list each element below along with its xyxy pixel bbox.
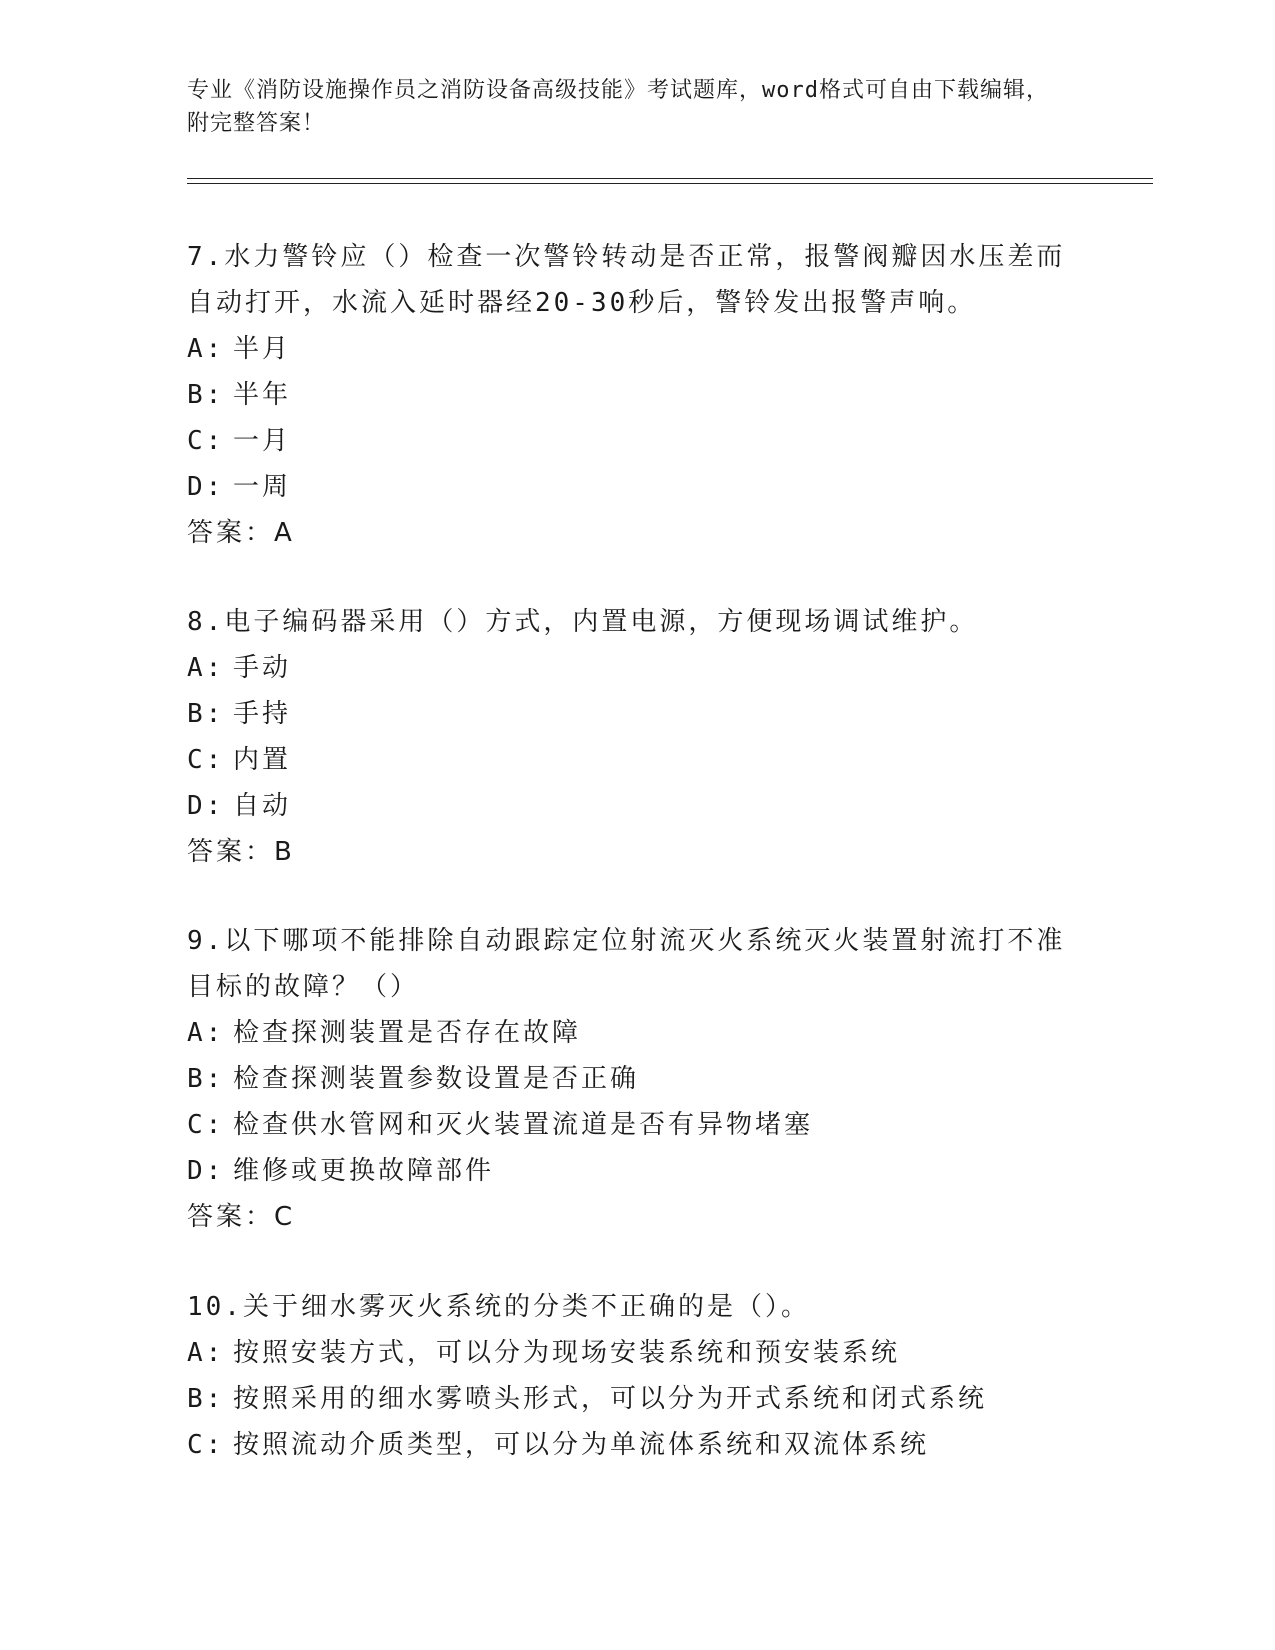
option-text: 手动: [233, 653, 292, 683]
option-text: 手持: [233, 699, 292, 729]
option-letter: A:: [187, 1338, 225, 1368]
option-letter: C:: [187, 1430, 225, 1460]
option-text: 半月: [233, 334, 292, 364]
answer-line: 答案：C: [187, 1202, 296, 1232]
option-letter: D:: [187, 472, 225, 502]
option-text: 内置: [233, 745, 292, 775]
question-body: 水力警铃应（）检查一次警铃转动是否正常，报警阀瓣因水压差而自动打开，水流入延时器经20-30秒后，警铃发出报警声响。: [187, 242, 1066, 318]
option-text: 按照流动介质类型，可以分为单流体系统和双流体系统: [233, 1430, 930, 1460]
question-8: [187, 599, 1077, 875]
question-text: [187, 1284, 1077, 1330]
answer-line: 答案：B: [187, 837, 295, 867]
option-text: 半年: [233, 380, 292, 410]
answer-line: 答案：A: [187, 518, 295, 548]
option-letter: A:: [187, 1018, 225, 1048]
option-c: [187, 1102, 1077, 1148]
header-divider-bottom: [187, 183, 1153, 184]
option-letter: C:: [187, 745, 225, 775]
option-b: [187, 372, 1077, 418]
option-letter: B:: [187, 1384, 225, 1414]
option-b: [187, 691, 1077, 737]
option-text: 检查探测装置参数设置是否正确: [233, 1064, 640, 1094]
option-letter: D:: [187, 791, 225, 821]
option-text: 一周: [233, 472, 292, 502]
question-text: [187, 599, 1077, 645]
option-text: 一月: [233, 426, 292, 456]
option-letter: C:: [187, 426, 225, 456]
question-text: [187, 234, 1077, 326]
question-number: 8.: [187, 607, 225, 637]
option-b: [187, 1056, 1077, 1102]
option-a: [187, 326, 1077, 372]
option-letter: A:: [187, 334, 225, 364]
question-10: [187, 1284, 1077, 1468]
option-text: 维修或更换故障部件: [233, 1156, 495, 1186]
option-c: [187, 418, 1077, 464]
question-number: 10.: [187, 1292, 243, 1322]
option-letter: D:: [187, 1156, 225, 1186]
option-d: [187, 783, 1077, 829]
question-body: 以下哪项不能排除自动跟踪定位射流灭火系统灭火装置射流打不准目标的故障？（）: [187, 926, 1066, 1002]
document-header-note: 专业《消防设施操作员之消防设备高级技能》考试题库，word格式可自由下载编辑，附完整答案！: [187, 78, 1049, 136]
option-a: [187, 1330, 1077, 1376]
option-a: [187, 1010, 1077, 1056]
option-a: [187, 645, 1077, 691]
question-9: [187, 918, 1077, 1240]
question-body: 电子编码器采用（）方式，内置电源，方便现场调试维护。: [224, 607, 979, 637]
option-letter: B:: [187, 380, 225, 410]
option-text: 自动: [233, 791, 292, 821]
option-d: [187, 464, 1077, 510]
option-letter: C:: [187, 1110, 225, 1140]
option-c: [187, 737, 1077, 783]
option-text: 检查供水管网和灭火装置流道是否有异物堵塞: [233, 1110, 814, 1140]
option-letter: A:: [187, 653, 225, 683]
option-text: 检查探测装置是否存在故障: [233, 1018, 582, 1048]
option-letter: B:: [187, 1064, 225, 1094]
option-letter: B:: [187, 699, 225, 729]
option-b: [187, 1376, 1077, 1422]
question-body: 关于细水雾灭火系统的分类不正确的是（）。: [242, 1292, 810, 1322]
header-divider-top: [187, 178, 1153, 179]
question-7: [187, 234, 1077, 556]
question-number: 9.: [187, 926, 225, 956]
option-text: 按照安装方式，可以分为现场安装系统和预安装系统: [233, 1338, 901, 1368]
option-d: [187, 1148, 1077, 1194]
option-c: [187, 1422, 1077, 1468]
option-text: 按照采用的细水雾喷头形式，可以分为开式系统和闭式系统: [233, 1384, 988, 1414]
question-number: 7.: [187, 242, 225, 272]
question-text: [187, 918, 1077, 1010]
